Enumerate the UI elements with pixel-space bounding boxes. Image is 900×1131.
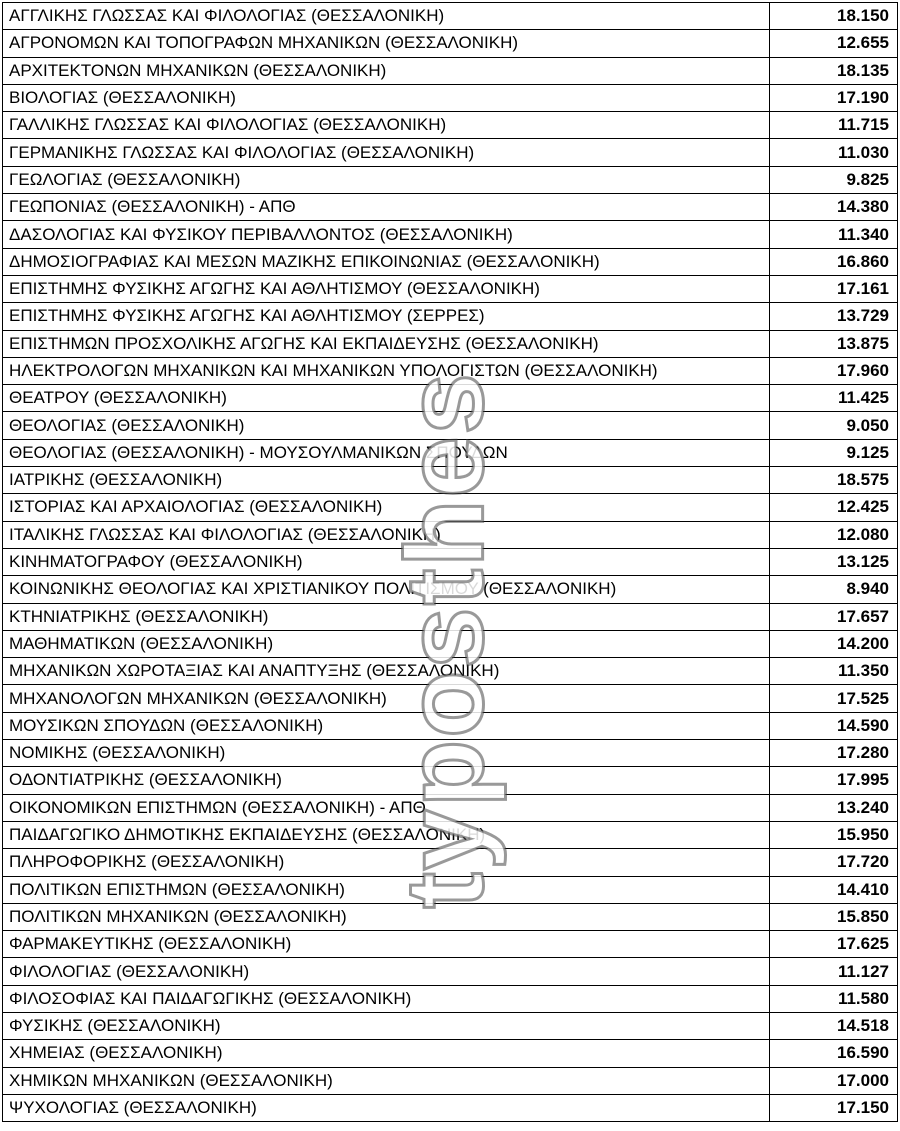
department-name-cell: ΑΓΓΛΙΚΗΣ ΓΛΩΣΣΑΣ ΚΑΙ ΦΙΛΟΛΟΓΙΑΣ (ΘΕΣΣΑΛΟΝΙΚΗ) [3,3,770,30]
score-cell: 9.125 [770,439,898,466]
department-name-cell: ΜΗΧΑΝΟΛΟΓΩΝ ΜΗΧΑΝΙΚΩΝ (ΘΕΣΣΑΛΟΝΙΚΗ) [3,685,770,712]
score-cell: 12.425 [770,494,898,521]
table-row [3,194,898,221]
department-name-cell: ΕΠΙΣΤΗΜΩΝ ΠΡΟΣΧΟΛΙΚΗΣ ΑΓΩΓΗΣ ΚΑΙ ΕΚΠΑΙΔΕΥΣΗΣ (ΘΕΣΣΑΛΟΝΙΚΗ) [3,330,770,357]
department-name-cell: ΕΠΙΣΤΗΜΗΣ ΦΥΣΙΚΗΣ ΑΓΩΓΗΣ ΚΑΙ ΑΘΛΗΤΙΣΜΟΥ (ΣΕΡΡΕΣ) [3,303,770,330]
department-name-cell: ΠΟΛΙΤΙΚΩΝ ΜΗΧΑΝΙΚΩΝ (ΘΕΣΣΑΛΟΝΙΚΗ) [3,903,770,930]
department-name-cell: ΧΗΜΕΙΑΣ (ΘΕΣΣΑΛΟΝΙΚΗ) [3,1040,770,1067]
department-name-cell: ΓΕΩΠΟΝΙΑΣ (ΘΕΣΣΑΛΟΝΙΚΗ) - ΑΠΘ [3,194,770,221]
score-cell: 11.030 [770,139,898,166]
table-row [3,3,898,30]
score-cell: 8.940 [770,576,898,603]
department-name-cell: ΙΑΤΡΙΚΗΣ (ΘΕΣΣΑΛΟΝΙΚΗ) [3,467,770,494]
table-row [3,685,898,712]
score-cell: 17.995 [770,767,898,794]
score-cell: 17.190 [770,84,898,111]
department-name-cell: ΜΑΘΗΜΑΤΙΚΩΝ (ΘΕΣΣΑΛΟΝΙΚΗ) [3,630,770,657]
watermark: typosthes [383,371,507,909]
table-row [3,1012,898,1039]
department-name-cell: ΧΗΜΙΚΩΝ ΜΗΧΑΝΙΚΩΝ (ΘΕΣΣΑΛΟΝΙΚΗ) [3,1067,770,1094]
table-body [3,3,898,1122]
table-row [3,958,898,985]
department-name-cell: ΠΛΗΡΟΦΟΡΙΚΗΣ (ΘΕΣΣΑΛΟΝΙΚΗ) [3,849,770,876]
department-name-cell: ΦΙΛΟΛΟΓΙΑΣ (ΘΕΣΣΑΛΟΝΙΚΗ) [3,958,770,985]
score-cell: 13.729 [770,303,898,330]
table-row [3,767,898,794]
score-cell: 17.625 [770,931,898,958]
score-cell: 16.590 [770,1040,898,1067]
score-cell: 12.080 [770,521,898,548]
score-cell: 15.950 [770,821,898,848]
score-cell: 11.425 [770,385,898,412]
score-cell: 18.575 [770,467,898,494]
score-cell: 17.161 [770,275,898,302]
score-cell: 14.200 [770,630,898,657]
score-cell: 11.580 [770,985,898,1012]
table-row [3,1094,898,1121]
department-name-cell: ΚΤΗΝΙΑΤΡΙΚΗΣ (ΘΕΣΣΑΛΟΝΙΚΗ) [3,603,770,630]
table-row [3,84,898,111]
department-name-cell: ΓΕΡΜΑΝΙΚΗΣ ΓΛΩΣΣΑΣ ΚΑΙ ΦΙΛΟΛΟΓΙΑΣ (ΘΕΣΣΑΛΟΝΙΚΗ) [3,139,770,166]
department-name-cell: ΦΙΛΟΣΟΦΙΑΣ ΚΑΙ ΠΑΙΔΑΓΩΓΙΚΗΣ (ΘΕΣΣΑΛΟΝΙΚΗ) [3,985,770,1012]
table-row [3,931,898,958]
department-name-cell: ΑΓΡΟΝΟΜΩΝ ΚΑΙ ΤΟΠΟΓΡΑΦΩΝ ΜΗΧΑΝΙΚΩΝ (ΘΕΣΣΑΛΟΝΙΚΗ) [3,30,770,57]
score-cell: 18.135 [770,57,898,84]
score-cell: 18.150 [770,3,898,30]
table-row [3,221,898,248]
department-name-cell: ΔΑΣΟΛΟΓΙΑΣ ΚΑΙ ΦΥΣΙΚΟΥ ΠΕΡΙΒΑΛΛΟΝΤΟΣ (ΘΕΣΣΑΛΟΝΙΚΗ) [3,221,770,248]
score-cell: 14.518 [770,1012,898,1039]
table-row [3,166,898,193]
table-row [3,821,898,848]
department-name-cell: ΓΑΛΛΙΚΗΣ ΓΛΩΣΣΑΣ ΚΑΙ ΦΙΛΟΛΟΓΙΑΣ (ΘΕΣΣΑΛΟΝΙΚΗ) [3,112,770,139]
department-name-cell: ΠΑΙΔΑΓΩΓΙΚΟ ΔΗΜΟΤΙΚΗΣ ΕΚΠΑΙΔΕΥΣΗΣ (ΘΕΣΣΑΛΟΝΙΚΗ) [3,821,770,848]
table-row [3,439,898,466]
table-row [3,849,898,876]
department-name-cell: ΑΡΧΙΤΕΚΤΟΝΩΝ ΜΗΧΑΝΙΚΩΝ (ΘΕΣΣΑΛΟΝΙΚΗ) [3,57,770,84]
department-name-cell: ΚΟΙΝΩΝΙΚΗΣ ΘΕΟΛΟΓΙΑΣ ΚΑΙ ΧΡΙΣΤΙΑΝΙΚΟΥ ΠΟΛΙΤΙΣΜΟΥ (ΘΕΣΣΑΛΟΝΙΚΗ) [3,576,770,603]
table-row [3,603,898,630]
score-cell: 11.715 [770,112,898,139]
score-cell: 17.000 [770,1067,898,1094]
score-cell: 17.525 [770,685,898,712]
score-cell: 17.720 [770,849,898,876]
department-name-cell: ΘΕΟΛΟΓΙΑΣ (ΘΕΣΣΑΛΟΝΙΚΗ) - ΜΟΥΣΟΥΛΜΑΝΙΚΩΝ ΣΠΟΥΔΩΝ [3,439,770,466]
department-name-cell: ΗΛΕΚΤΡΟΛΟΓΩΝ ΜΗΧΑΝΙΚΩΝ ΚΑΙ ΜΗΧΑΝΙΚΩΝ ΥΠΟΛΟΓΙΣΤΩΝ (ΘΕΣΣΑΛΟΝΙΚΗ) [3,357,770,384]
table-row [3,658,898,685]
department-name-cell: ΙΤΑΛΙΚΗΣ ΓΛΩΣΣΑΣ ΚΑΙ ΦΙΛΟΛΟΓΙΑΣ (ΘΕΣΣΑΛΟΝΙΚΗ) [3,521,770,548]
department-name-cell: ΜΟΥΣΙΚΩΝ ΣΠΟΥΔΩΝ (ΘΕΣΣΑΛΟΝΙΚΗ) [3,712,770,739]
table-row [3,30,898,57]
score-cell: 13.875 [770,330,898,357]
department-name-cell: ΠΟΛΙΤΙΚΩΝ ΕΠΙΣΤΗΜΩΝ (ΘΕΣΣΑΛΟΝΙΚΗ) [3,876,770,903]
table-row [3,303,898,330]
table-row [3,139,898,166]
department-name-cell: ΘΕΑΤΡΟΥ (ΘΕΣΣΑΛΟΝΙΚΗ) [3,385,770,412]
department-name-cell: ΜΗΧΑΝΙΚΩΝ ΧΩΡΟΤΑΞΙΑΣ ΚΑΙ ΑΝΑΠΤΥΞΗΣ (ΘΕΣΣΑΛΟΝΙΚΗ) [3,658,770,685]
table-row [3,548,898,575]
table-row [3,412,898,439]
score-cell: 11.350 [770,658,898,685]
department-name-cell: ΓΕΩΛΟΓΙΑΣ (ΘΕΣΣΑΛΟΝΙΚΗ) [3,166,770,193]
table-row [3,385,898,412]
score-cell: 14.590 [770,712,898,739]
department-name-cell: ΚΙΝΗΜΑΤΟΓΡΑΦΟΥ (ΘΕΣΣΑΛΟΝΙΚΗ) [3,548,770,575]
score-cell: 14.410 [770,876,898,903]
table-row [3,521,898,548]
table-row [3,630,898,657]
score-cell: 13.240 [770,794,898,821]
table-row [3,1067,898,1094]
table-row [3,740,898,767]
score-cell: 15.850 [770,903,898,930]
table-row [3,248,898,275]
department-name-cell: ΦΑΡΜΑΚΕΥΤΙΚΗΣ (ΘΕΣΣΑΛΟΝΙΚΗ) [3,931,770,958]
score-cell: 17.960 [770,357,898,384]
table-row [3,903,898,930]
department-name-cell: ΟΙΚΟΝΟΜΙΚΩΝ ΕΠΙΣΤΗΜΩΝ (ΘΕΣΣΑΛΟΝΙΚΗ) - ΑΠΘ [3,794,770,821]
score-cell: 13.125 [770,548,898,575]
score-cell: 17.150 [770,1094,898,1121]
table-row [3,494,898,521]
department-name-cell: ΒΙΟΛΟΓΙΑΣ (ΘΕΣΣΑΛΟΝΙΚΗ) [3,84,770,111]
score-cell: 11.127 [770,958,898,985]
table-row [3,57,898,84]
department-score-table [2,2,898,1122]
score-cell: 9.050 [770,412,898,439]
table-row [3,985,898,1012]
department-name-cell: ΙΣΤΟΡΙΑΣ ΚΑΙ ΑΡΧΑΙΟΛΟΓΙΑΣ (ΘΕΣΣΑΛΟΝΙΚΗ) [3,494,770,521]
table-row [3,467,898,494]
department-name-cell: ΟΔΟΝΤΙΑΤΡΙΚΗΣ (ΘΕΣΣΑΛΟΝΙΚΗ) [3,767,770,794]
department-name-cell: ΘΕΟΛΟΓΙΑΣ (ΘΕΣΣΑΛΟΝΙΚΗ) [3,412,770,439]
score-cell: 16.860 [770,248,898,275]
table-row [3,794,898,821]
department-name-cell: ΝΟΜΙΚΗΣ (ΘΕΣΣΑΛΟΝΙΚΗ) [3,740,770,767]
score-cell: 17.280 [770,740,898,767]
score-cell: 9.825 [770,166,898,193]
table-row [3,330,898,357]
department-name-cell: ΔΗΜΟΣΙΟΓΡΑΦΙΑΣ ΚΑΙ ΜΕΣΩΝ ΜΑΖΙΚΗΣ ΕΠΙΚΟΙΝΩΝΙΑΣ (ΘΕΣΣΑΛΟΝΙΚΗ) [3,248,770,275]
score-cell: 11.340 [770,221,898,248]
table-row [3,357,898,384]
table-row [3,112,898,139]
department-name-cell: ΨΥΧΟΛΟΓΙΑΣ (ΘΕΣΣΑΛΟΝΙΚΗ) [3,1094,770,1121]
score-cell: 17.657 [770,603,898,630]
score-cell: 14.380 [770,194,898,221]
table-row [3,275,898,302]
table-row [3,712,898,739]
department-name-cell: ΦΥΣΙΚΗΣ (ΘΕΣΣΑΛΟΝΙΚΗ) [3,1012,770,1039]
table-row [3,1040,898,1067]
table-row [3,876,898,903]
department-name-cell: ΕΠΙΣΤΗΜΗΣ ΦΥΣΙΚΗΣ ΑΓΩΓΗΣ ΚΑΙ ΑΘΛΗΤΙΣΜΟΥ (ΘΕΣΣΑΛΟΝΙΚΗ) [3,275,770,302]
table-row [3,576,898,603]
score-cell: 12.655 [770,30,898,57]
